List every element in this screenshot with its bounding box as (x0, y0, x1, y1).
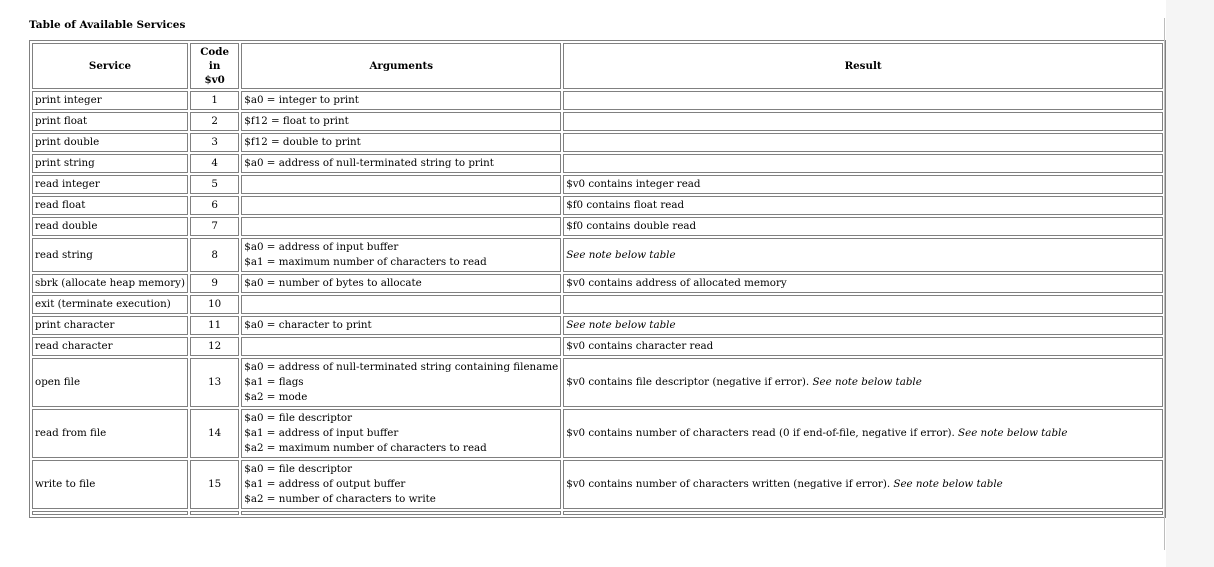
argument-line: $f12 = float to print (244, 115, 349, 127)
service-name-cell: read integer (32, 175, 188, 194)
header-result: Result (563, 43, 1163, 89)
service-code-cell: 10 (190, 295, 239, 314)
table-row (32, 511, 1163, 515)
service-code-cell: 1 (190, 91, 239, 110)
table-row (32, 316, 1163, 335)
arguments-cell (241, 91, 561, 110)
argument-line: $f12 = double to print (244, 136, 361, 148)
table-row (32, 337, 1163, 356)
service-code-cell: 9 (190, 274, 239, 293)
service-name-cell: print float (32, 112, 188, 131)
argument-line: $a1 = address of input buffer (244, 427, 399, 439)
argument-line: $a0 = file descriptor (244, 412, 353, 424)
service-code-cell: 3 (190, 133, 239, 152)
table-row (32, 133, 1163, 152)
services-table (29, 40, 1166, 518)
argument-line: $a2 = mode (244, 391, 308, 403)
table-row (32, 238, 1163, 272)
arguments-cell (241, 274, 561, 293)
arguments-cell (241, 217, 561, 236)
service-name-cell: print string (32, 154, 188, 173)
arguments-cell (241, 196, 561, 215)
table-row (32, 460, 1163, 509)
service-code-cell: 14 (190, 409, 239, 458)
service-code-cell: 11 (190, 316, 239, 335)
service-name-cell: write to file (32, 460, 188, 509)
table-row (32, 274, 1163, 293)
arguments-cell (241, 112, 561, 131)
service-code-cell: 7 (190, 217, 239, 236)
argument-line: $a2 = number of characters to write (244, 493, 436, 505)
result-note: See note below table (958, 427, 1068, 439)
result-text: $f0 contains double read (566, 220, 697, 232)
service-code-cell: 5 (190, 175, 239, 194)
result-text: $v0 contains number of characters written (negative if error). (566, 478, 891, 490)
service-name-cell: print integer (32, 91, 188, 110)
argument-line: $a0 = address of null-terminated string containing filename (244, 361, 559, 373)
table-row (32, 196, 1163, 215)
argument-line: $a1 = maximum number of characters to read (244, 256, 487, 268)
arguments-cell (241, 337, 561, 356)
service-code-cell: 6 (190, 196, 239, 215)
header-row (32, 43, 1163, 89)
arguments-cell (241, 238, 561, 272)
argument-line: $a0 = integer to print (244, 94, 359, 106)
arguments-cell (241, 511, 561, 515)
result-note: See note below table (812, 376, 922, 388)
argument-line: $a0 = number of bytes to allocate (244, 277, 422, 289)
service-code-cell: 12 (190, 337, 239, 356)
header-service: Service (32, 43, 188, 89)
service-name-cell: read double (32, 217, 188, 236)
header-code-line2: $v0 (204, 74, 225, 86)
result-text: $v0 contains file descriptor (negative if error). (566, 376, 810, 388)
arguments-cell (241, 154, 561, 173)
result-note: See note below table (566, 248, 676, 261)
arguments-cell (241, 175, 561, 194)
table-row (32, 154, 1163, 173)
argument-line: $a1 = address of output buffer (244, 478, 406, 490)
argument-line: $a2 = maximum number of characters to read (244, 442, 487, 454)
arguments-cell (241, 358, 561, 407)
result-note: See note below table (566, 319, 676, 331)
result-cell (563, 112, 1163, 131)
result-cell (563, 337, 1163, 356)
service-code-cell (190, 511, 239, 515)
result-text: $v0 contains character read (566, 340, 714, 352)
service-code-cell: 4 (190, 154, 239, 173)
result-cell (563, 511, 1163, 515)
result-cell (563, 409, 1163, 458)
result-cell (563, 175, 1163, 194)
service-code-cell: 8 (190, 238, 239, 272)
service-code-cell: 2 (190, 112, 239, 131)
service-name-cell: exit (terminate execution) (32, 295, 188, 314)
table-row (32, 358, 1163, 407)
table-row (32, 217, 1163, 236)
arguments-cell (241, 460, 561, 509)
service-name-cell: read from file (32, 409, 188, 458)
result-cell (563, 133, 1163, 152)
table-title: Table of Available Services (29, 19, 186, 31)
table-row (32, 295, 1163, 314)
result-text: $f0 contains float read (566, 199, 685, 211)
result-cell (563, 274, 1163, 293)
argument-line: $a0 = address of input buffer (244, 241, 399, 253)
service-name-cell: read float (32, 196, 188, 215)
table-body (32, 91, 1163, 515)
argument-line: $a0 = file descriptor (244, 463, 353, 475)
result-cell (563, 91, 1163, 110)
result-cell (563, 154, 1163, 173)
service-name-cell: open file (32, 358, 188, 407)
arguments-cell (241, 295, 561, 314)
service-name-cell: read string (32, 238, 188, 272)
service-code-cell: 13 (190, 358, 239, 407)
table-row (32, 175, 1163, 194)
header-code-line1: Code in (200, 46, 230, 72)
result-cell (563, 238, 1163, 272)
result-text: $v0 contains address of allocated memory (566, 277, 787, 289)
header-arguments: Arguments (241, 43, 561, 89)
arguments-cell (241, 409, 561, 458)
service-name-cell: read character (32, 337, 188, 356)
result-text: $v0 contains number of characters read (0 if end-of-file, negative if error). (566, 427, 955, 439)
result-cell (563, 316, 1163, 335)
result-note: See note below table (893, 478, 1003, 490)
result-cell (563, 295, 1163, 314)
service-name-cell: sbrk (allocate heap memory) (32, 274, 188, 293)
service-code-cell: 15 (190, 460, 239, 509)
argument-line: $a0 = address of null-terminated string to print (244, 157, 494, 169)
table-row (32, 91, 1163, 110)
result-cell (563, 196, 1163, 215)
result-cell (563, 217, 1163, 236)
arguments-cell (241, 316, 561, 335)
table-row (32, 409, 1163, 458)
result-cell (563, 460, 1163, 509)
table-row (32, 112, 1163, 131)
service-name-cell: print double (32, 133, 188, 152)
argument-line: $a0 = character to print (244, 319, 372, 331)
argument-line: $a1 = flags (244, 376, 304, 388)
service-name-cell (32, 511, 188, 515)
arguments-cell (241, 133, 561, 152)
service-name-cell: print character (32, 316, 188, 335)
result-text: $v0 contains integer read (566, 178, 701, 190)
header-code (190, 43, 239, 89)
result-cell (563, 358, 1163, 407)
page-edge-divider (1164, 18, 1165, 550)
